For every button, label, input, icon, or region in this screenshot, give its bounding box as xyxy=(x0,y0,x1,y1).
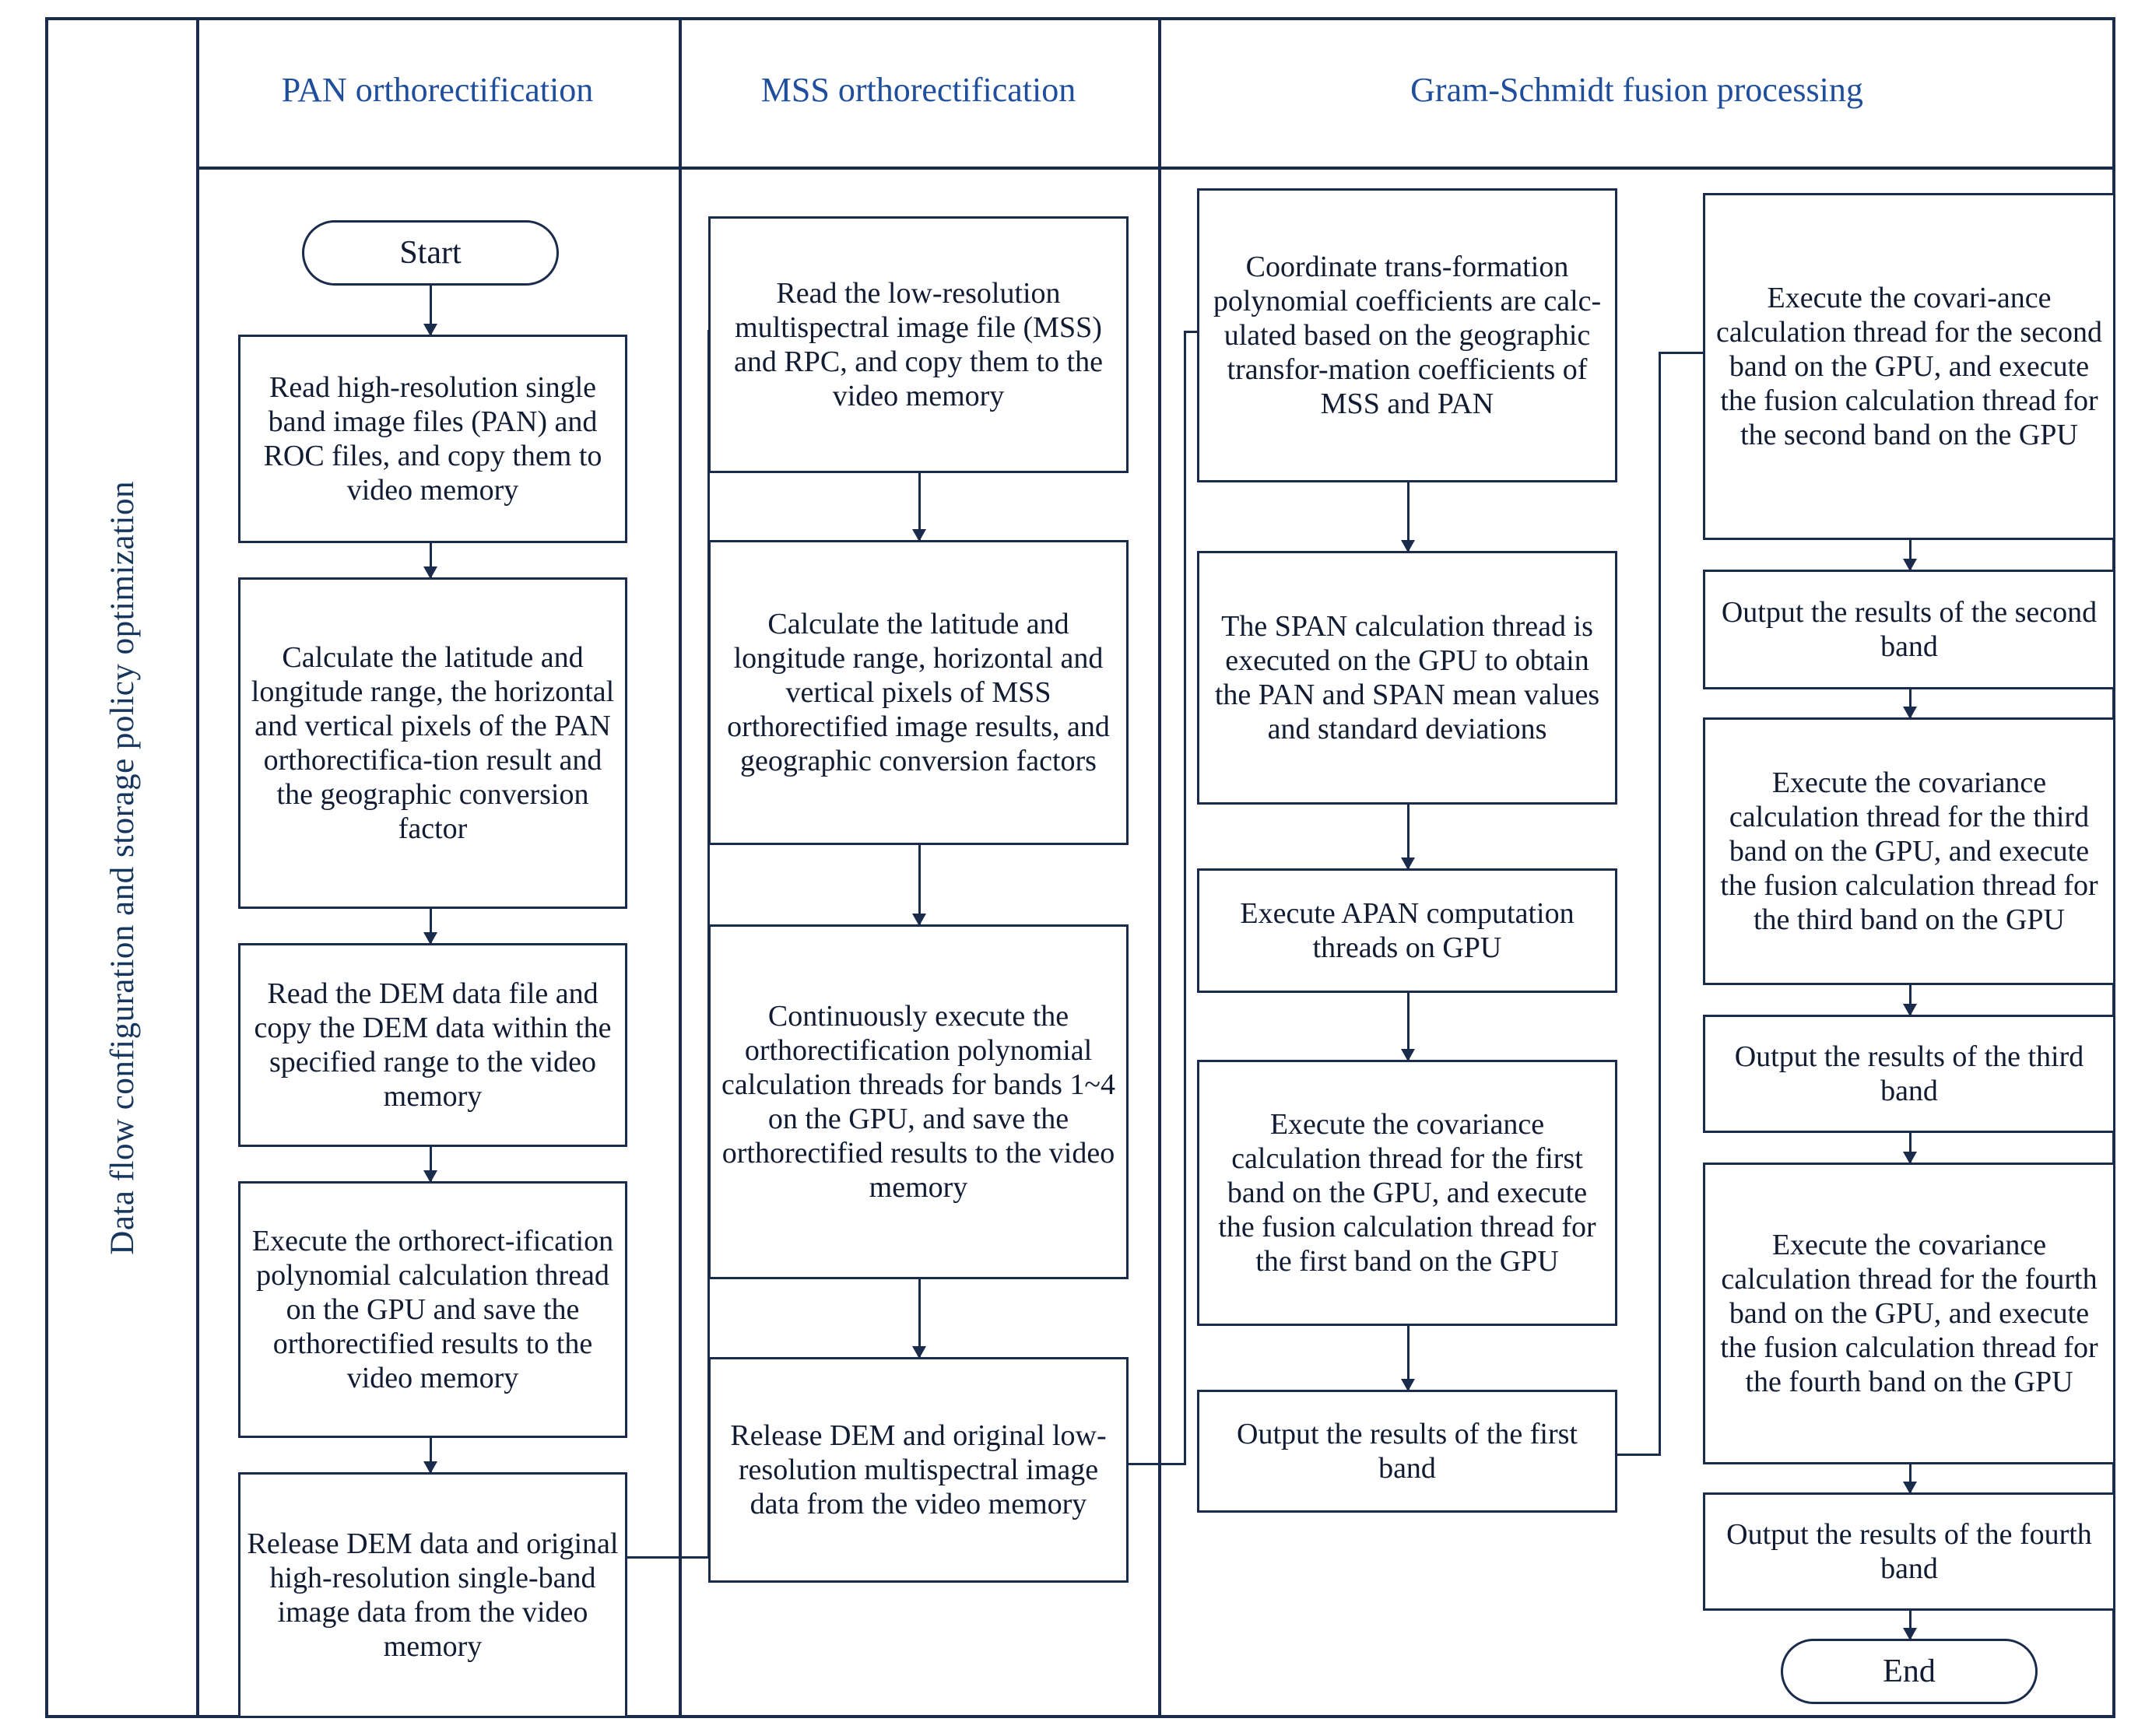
column-header-pan: PAN orthorectification xyxy=(281,71,594,109)
node-mss-release: Release DEM and original low-resolution multispectral image data from the video memory xyxy=(708,1357,1129,1583)
node-mss-read-lowres: Read the low-resolution multispectral image file (MSS) and RPC, and copy them to the video memory xyxy=(708,216,1129,473)
arrow-mss1-to-mss2 xyxy=(918,473,921,540)
arrow-gs10-to-gs11 xyxy=(1909,1464,1912,1492)
arrow-gs3-to-gs4 xyxy=(1407,993,1410,1060)
arrow-start-to-pan1 xyxy=(430,286,432,335)
node-gs-output-band2: Output the results of the second band xyxy=(1703,570,2115,689)
node-gs-apan: Execute APAN computation threads on GPU xyxy=(1197,868,1617,993)
node-gs-band2-covariance: Execute the covari-ance calculation thread for the second band on the GPU, and execute the fusion calculation thread for the second band on the GPU xyxy=(1703,193,2115,540)
node-gs-span-calc: The SPAN calculation thread is executed on the GPU to obtain the PAN and SPAN mean values and standard deviations xyxy=(1197,551,1617,805)
arrow-gs1-to-gs2 xyxy=(1407,482,1410,551)
arrow-mss2-to-mss3 xyxy=(918,845,921,924)
node-gs-output-band3: Output the results of the third band xyxy=(1703,1015,2115,1133)
arrow-pan1-to-pan2 xyxy=(430,543,432,577)
node-pan-release-dem: Release DEM data and original high-resolution single-band image data from the video memory xyxy=(238,1472,627,1718)
arrow-gs8-to-gs9 xyxy=(1909,985,1912,1015)
node-gs-band1-covariance: Execute the covariance calculation thread for the first band on the GPU, and execute the fusion calculation thread for the first band on the GPU xyxy=(1197,1060,1617,1326)
arrow-mss3-to-mss4 xyxy=(918,1279,921,1357)
node-mss-calc-latlon: Calculate the latitude and longitude range, horizontal and vertical pixels of MSS orthorectified image results, and geographic conversion factors xyxy=(708,540,1129,845)
node-gs-coord-transform: Coordinate trans-formation polynomial coefficients are calc-ulated based on the geographic transfor-mation coefficients of MSS and PAN xyxy=(1197,188,1617,482)
node-gs-band3-covariance: Execute the covariance calculation thread for the third band on the GPU, and execute the fusion calculation thread for the third band on the GPU xyxy=(1703,717,2115,985)
connector-mss4-up xyxy=(1184,331,1186,1465)
divider-pan-mss xyxy=(679,17,682,1718)
arrow-gs2-to-gs3 xyxy=(1407,805,1410,868)
node-pan-exec-ortho: Execute the orthorect-ification polynomial calculation thread on the GPU and save the orthorectified results to the video memory xyxy=(238,1181,627,1438)
divider-header-row xyxy=(196,167,2115,170)
node-pan-read-dem: Read the DEM data file and copy the DEM data within the specified range to the video memory xyxy=(238,943,627,1147)
arrow-gs7-to-gs8 xyxy=(1909,689,1912,717)
node-gs-output-band4: Output the results of the fourth band xyxy=(1703,1492,2115,1611)
node-gs-band4-covariance: Execute the covariance calculation thread for the fourth band on the GPU, and execute the fusion calculation thread for the fourth band on the GPU xyxy=(1703,1163,2115,1464)
divider-side-label xyxy=(196,17,199,1718)
node-pan-calc-latlon: Calculate the latitude and longitude range, the horizontal and vertical pixels of the PAN orthorectifica-tion result and the geographic conversion factor xyxy=(238,577,627,909)
arrow-pan4-to-pan5 xyxy=(430,1438,432,1472)
arrow-gs6-to-gs7 xyxy=(1909,540,1912,570)
column-header-gs: Gram-Schmidt fusion processing xyxy=(1410,71,1863,109)
node-end: End xyxy=(1781,1639,2038,1704)
node-mss-continuous-ortho: Continuously execute the orthorectification polynomial calculation threads for bands 1~4 on the GPU, and save the orthorectified results to the video memory xyxy=(708,924,1129,1279)
arrow-gs11-to-end xyxy=(1909,1611,1912,1639)
arrow-pan3-to-pan4 xyxy=(430,1147,432,1181)
connector-gs5-up xyxy=(1659,352,1661,1455)
arrow-gs4-to-gs5 xyxy=(1407,1326,1410,1390)
arrow-pan2-to-pan3 xyxy=(430,909,432,943)
arrow-gs9-to-gs10 xyxy=(1909,1133,1912,1163)
side-label-text: Data flow configuration and storage policy optimization xyxy=(104,480,141,1255)
connector-gs5-right xyxy=(1617,1454,1661,1456)
connector-pan5-right xyxy=(627,1556,710,1559)
node-start: Start xyxy=(302,220,559,286)
column-header-mss: MSS orthorectification xyxy=(760,71,1076,109)
side-label xyxy=(48,20,196,1715)
node-pan-read-high-res: Read high-resolution single band image files (PAN) and ROC files, and copy them to video memory xyxy=(238,335,627,543)
connector-mss4-right xyxy=(1129,1463,1186,1465)
node-gs-output-band1: Output the results of the first band xyxy=(1197,1390,1617,1513)
